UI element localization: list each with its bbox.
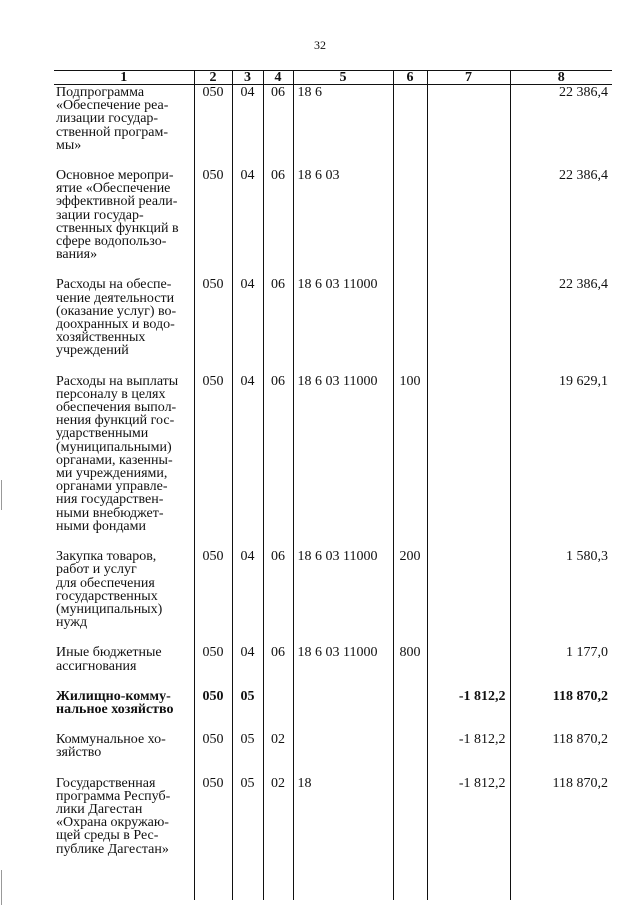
cell-expense-type [393,689,427,732]
cell-target-article: 18 6 03 [293,168,393,277]
cell-item-name [54,549,194,645]
item-name-line: Основное меропри- [56,168,174,184]
cell-admin-code: 050 [194,549,232,645]
cell-amount: 118 870,2 [510,732,612,775]
cell-section: 04 [232,549,263,645]
scan-artifact [1,870,2,905]
table-header [54,71,612,85]
table-row [54,645,612,688]
cell-change [427,549,510,645]
item-name-line: мы» [56,137,82,153]
item-name-line: органами, казенны- [56,452,173,468]
item-name-line: Закупка товаров, [56,549,157,565]
cell-item-name [54,776,194,872]
item-name-line: (муниципальными) [56,439,172,455]
table-row [54,277,612,373]
item-name-line: программа Респуб- [56,788,171,804]
table-row [54,689,612,732]
cell-expense-type: 200 [393,549,427,645]
cell-amount: 118 870,2 [510,776,612,872]
item-name-line: сфере водопользо- [56,234,167,250]
cell-amount: 22 386,4 [510,168,612,277]
cell-amount: 19 629,1 [510,374,612,549]
cell-expense-type [393,85,427,169]
cell-change [427,168,510,277]
item-name-line: вания» [56,247,98,263]
cell-amount: 22 386,4 [510,85,612,169]
cell-admin-code: 050 [194,374,232,549]
item-name-line: Расходы на выплаты [56,373,179,389]
item-name-line: ассигнования [56,658,137,674]
cell-subsection: 02 [263,732,293,775]
column-header: 5 [293,71,393,85]
item-name-line: «Охрана окружаю- [56,815,169,831]
table-row [54,85,612,169]
empty-cell [510,872,612,900]
cell-section: 05 [232,776,263,872]
cell-item-name [54,168,194,277]
cell-subsection: 06 [263,85,293,169]
cell-item-name [54,374,194,549]
empty-cell [263,872,293,900]
empty-cell [194,872,232,900]
cell-change: -1 812,2 [427,689,510,732]
item-name-line: нужд [56,615,88,631]
empty-cell [293,872,393,900]
column-header: 7 [427,71,510,85]
cell-subsection [263,689,293,732]
empty-cell [393,872,427,900]
cell-target-article: 18 6 03 11000 [293,645,393,688]
item-name-line: эффективной реали- [56,194,178,210]
table-continuation-row [54,872,612,900]
cell-target-article [293,732,393,775]
column-header: 3 [232,71,263,85]
cell-section: 05 [232,732,263,775]
item-name-line: доохранных и водо- [56,317,175,333]
cell-subsection: 06 [263,645,293,688]
item-name-line: ния государствен- [56,492,164,508]
item-name-line: Жилищно-комму- [56,688,171,704]
item-name-line: учреждений [56,343,129,359]
table-body [54,85,612,900]
item-name-line: публике Дагестан» [56,841,169,857]
cell-change: -1 812,2 [427,776,510,872]
cell-amount: 118 870,2 [510,689,612,732]
item-name-line: зяйство [56,745,102,761]
item-name-line: ственных функций в [56,220,179,236]
cell-target-article: 18 [293,776,393,872]
cell-target-article: 18 6 03 11000 [293,374,393,549]
cell-item-name [54,277,194,373]
item-name-line: хозяйственных [56,330,146,346]
cell-admin-code: 050 [194,277,232,373]
item-name-line: Подпрограмма [56,85,145,100]
cell-section: 04 [232,85,263,169]
cell-change [427,85,510,169]
cell-item-name [54,85,194,169]
cell-subsection: 06 [263,168,293,277]
item-name-line: ными внебюджет- [56,505,164,521]
column-header: 4 [263,71,293,85]
cell-amount: 1 580,3 [510,549,612,645]
cell-amount: 1 177,0 [510,645,612,688]
table-row [54,776,612,872]
budget-table [54,70,612,900]
item-name-line: щей среды в Рес- [56,828,159,844]
table-row [54,374,612,549]
item-name-line: для обеспечения [56,575,155,591]
cell-target-article: 18 6 03 11000 [293,277,393,373]
item-name-line: Коммунальное хо- [56,732,166,748]
cell-expense-type: 100 [393,374,427,549]
item-name-line: ными фондами [56,518,147,534]
cell-admin-code: 050 [194,732,232,775]
table-row [54,732,612,775]
item-name-line: работ и услуг [56,562,137,578]
item-name-line: ятие «Обеспечение [56,181,171,197]
cell-section: 04 [232,277,263,373]
item-name-line: зации государ- [56,207,144,223]
cell-item-name [54,732,194,775]
cell-target-article: 18 6 [293,85,393,169]
item-name-line: государственных [56,588,158,604]
scan-artifact [1,480,2,510]
item-name-line: лики Дагестан [56,801,143,817]
item-name-line: Государственная [56,775,156,791]
cell-subsection: 06 [263,374,293,549]
item-name-line: нения функций гос- [56,413,175,429]
cell-change [427,277,510,373]
cell-subsection: 02 [263,776,293,872]
cell-expense-type [393,732,427,775]
table-row [54,549,612,645]
item-name-line: (оказание услуг) во- [56,303,177,319]
cell-section: 04 [232,374,263,549]
empty-cell [232,872,263,900]
cell-change [427,645,510,688]
cell-change: -1 812,2 [427,732,510,775]
item-name-line: чение деятельности [56,290,175,306]
item-name-line: (муниципальных) [56,601,163,617]
column-header: 6 [393,71,427,85]
cell-expense-type [393,168,427,277]
column-header: 2 [194,71,232,85]
item-name-line: ми учреждениями, [56,466,168,482]
cell-expense-type: 800 [393,645,427,688]
cell-admin-code: 050 [194,689,232,732]
cell-target-article [293,689,393,732]
item-name-line: Расходы на обеспе- [56,277,172,293]
item-name-line: лизации государ- [56,111,159,127]
cell-section: 04 [232,645,263,688]
item-name-line: Иные бюджетные [56,645,162,661]
cell-admin-code: 050 [194,168,232,277]
cell-admin-code: 050 [194,645,232,688]
item-name-line: персоналу в целях [56,386,166,402]
cell-admin-code: 050 [194,776,232,872]
cell-expense-type [393,277,427,373]
item-name-line: «Обеспечение реа- [56,98,169,114]
cell-item-name [54,689,194,732]
item-name-line: органами управле- [56,479,168,495]
cell-section: 05 [232,689,263,732]
cell-change [427,374,510,549]
cell-amount: 22 386,4 [510,277,612,373]
table-row [54,168,612,277]
column-header: 1 [54,71,194,85]
empty-cell [427,872,510,900]
cell-target-article: 18 6 03 11000 [293,549,393,645]
item-name-line: нальное хозяйство [56,701,174,717]
cell-expense-type [393,776,427,872]
cell-section: 04 [232,168,263,277]
item-name-line: ударственными [56,426,149,442]
cell-subsection: 06 [263,277,293,373]
column-header: 8 [510,71,612,85]
cell-item-name [54,645,194,688]
page-number: 32 [314,38,326,52]
item-name-line: ственной програм- [56,124,169,140]
cell-admin-code: 050 [194,85,232,169]
item-name-line: обеспечения выпол- [56,400,177,416]
empty-cell [54,872,194,900]
cell-subsection: 06 [263,549,293,645]
